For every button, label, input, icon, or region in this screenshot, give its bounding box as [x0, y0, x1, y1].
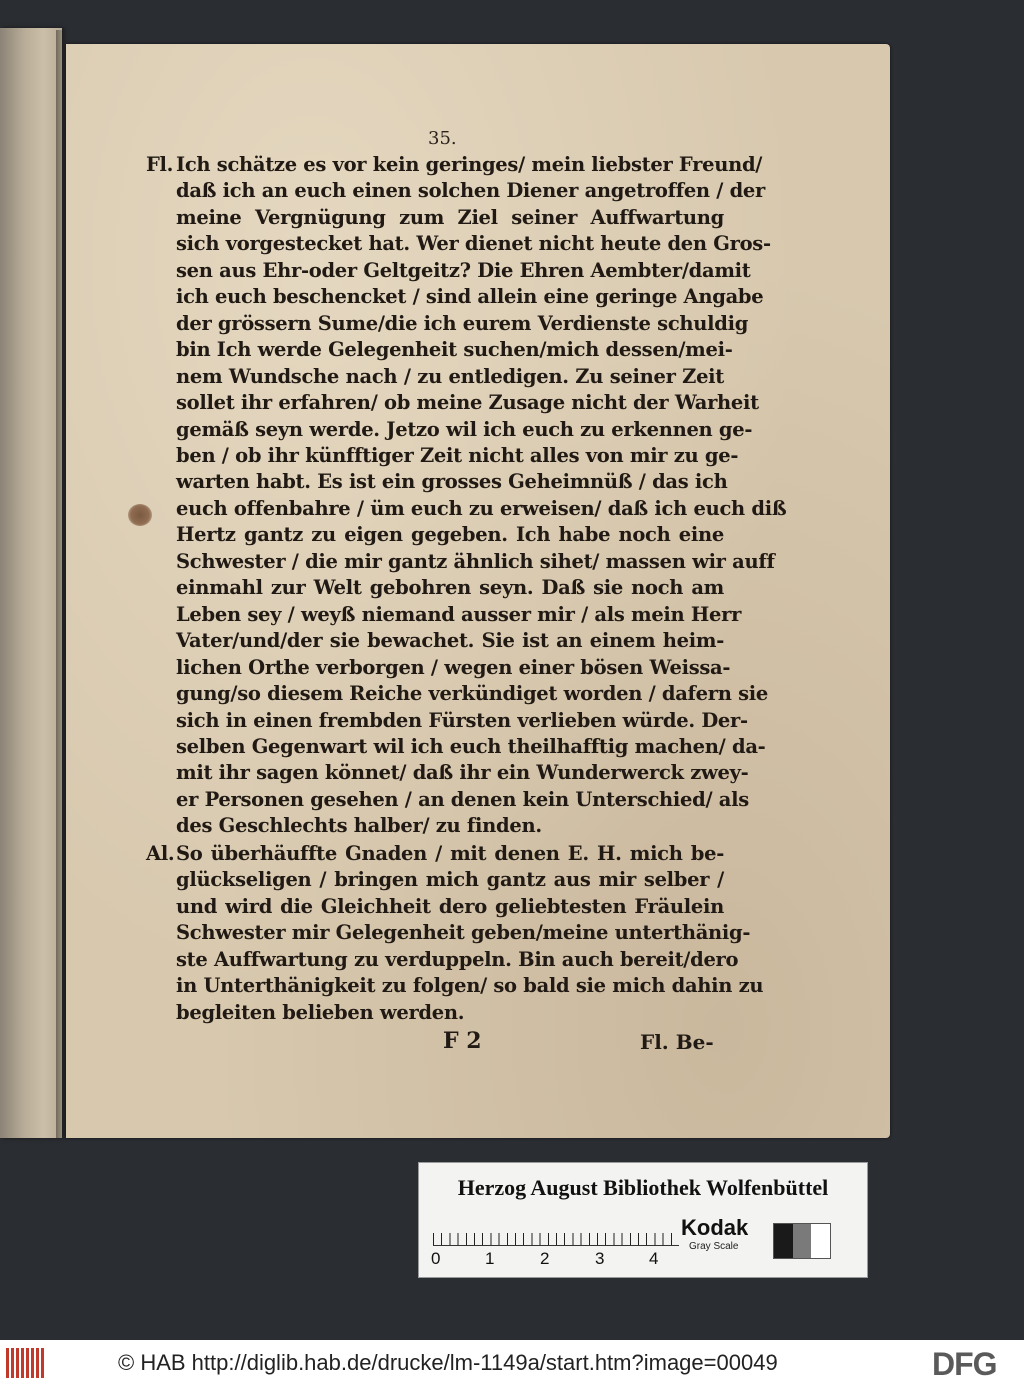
text-line: ich euch beschencket / sind allein eine geringe Angabe — [176, 285, 764, 309]
ruler-number: 0 — [431, 1249, 441, 1268]
speaker-label: Fl. — [146, 153, 174, 176]
speech-al — [146, 841, 764, 1026]
kodak-subtitle: Gray Scale — [689, 1241, 739, 1252]
text-line: begleiten belieben werden. — [176, 1000, 465, 1024]
text-line: mit ihr sagen könnet/ daß ihr ein Wunderwerck zwey- — [176, 761, 749, 785]
ruler-number: 4 — [649, 1249, 659, 1268]
text-line: nem Wundsche nach / zu entledigen. Zu seiner Zeit — [176, 364, 724, 388]
text-line: des Geschlechts halber/ zu finden. — [176, 814, 542, 838]
text-line: daß ich an euch einen solchen Diener angetroffen / der — [176, 179, 766, 203]
text-line: ste Auffwartung zu verduppeln. Bin auch bereit/dero — [176, 947, 739, 971]
library-name: Herzog August Bibliothek Wolfenbüttel — [457, 1175, 829, 1200]
text-line: ben / ob ihr künfftiger Zeit nicht alles von mir zu ge- — [176, 443, 739, 467]
text-line: Hertz gantz zu eigen gegeben. Ich habe noch eine — [176, 523, 724, 547]
ruler-number: 1 — [485, 1249, 495, 1268]
text-line: euch offenbahre / üm euch zu erweisen/ daß ich euch diß — [176, 496, 787, 520]
text-line: der grössern Sume/die ich eurem Verdienste schuldig — [176, 311, 749, 335]
text-line: Schwester / die mir gantz ähnlich sihet/ massen wir auff — [176, 549, 775, 573]
library-color-label — [418, 1162, 868, 1278]
text-line: Ich schätze es vor kein geringes/ mein liebster Freund/ — [176, 153, 763, 176]
signature-mark: F 2 — [443, 1028, 482, 1054]
text-line: So überhäuffte Gnaden / mit denen E. H. mich be- — [176, 841, 724, 865]
page-number: 35. — [428, 128, 457, 149]
gray-patch-dark — [774, 1224, 793, 1258]
gray-patch-light — [811, 1224, 830, 1258]
measurement-ruler — [433, 1213, 679, 1246]
previous-page-edge — [0, 28, 62, 1138]
text-line: gung/so diesem Reiche verkündiget worden / dafern sie — [176, 682, 768, 706]
text-line: sen aus Ehr-oder Geltgeitz? Die Ehren Aembter/damit — [176, 258, 751, 282]
ruler-number: 2 — [540, 1249, 550, 1268]
text-line: in Unterthänigkeit zu folgen/ so bald sie mich dahin zu — [176, 974, 764, 998]
text-line: sich vorgestecket hat. Wer dienet nicht heute den Gros- — [176, 232, 771, 256]
footer-bar — [0, 1340, 1024, 1386]
dfg-logo: DFG — [932, 1346, 997, 1382]
text-line: meine Vergnügung zum Ziel seiner Auffwartung — [176, 205, 724, 229]
text-line: sich in einen frembden Fürsten verlieben würde. Der- — [176, 708, 748, 732]
speech-fl — [146, 152, 787, 840]
page-gutter-shadow — [56, 30, 66, 1138]
gray-scale-patches — [773, 1223, 831, 1259]
text-line: bin Ich werde Gelegenheit suchen/mich dessen/mei- — [176, 338, 733, 362]
text-line: gemäß seyn werde. Jetzo wil ich euch zu erkennen ge- — [176, 417, 753, 441]
text-line: er Personen gesehen / an denen kein Unterschied/ als — [176, 787, 749, 811]
text-line: lichen Orthe verborgen / wegen einer bösen Weissa- — [176, 655, 731, 679]
text-line: Vater/und/der sie bewachet. Sie ist an einem heim- — [176, 629, 724, 653]
text-line: und wird die Gleichheit dero geliebtesten Fräulein — [176, 894, 724, 918]
text-line: einmahl zur Welt gebohren seyn. Daß sie noch am — [176, 576, 724, 600]
text-line: selben Gegenwart wil ich euch theilhafftig machen/ da- — [176, 734, 766, 758]
text-line: glückseligen / bringen mich gantz aus mir selber / — [176, 868, 724, 892]
hab-logo-icon — [6, 1348, 46, 1378]
catchword: Fl. Be- — [640, 1030, 714, 1054]
text-line: Schwester mir Gelegenheit geben/meine unterthänig- — [176, 921, 751, 945]
text-line: Leben sey / weyß niemand ausser mir / als mein Herr — [176, 602, 742, 626]
page-text — [146, 152, 787, 1026]
gray-patch-mid — [793, 1224, 812, 1258]
copyright-url[interactable]: © HAB http://diglib.hab.de/drucke/lm-1149a/start.htm?image=00049 — [118, 1350, 778, 1375]
text-line: warten habt. Es ist ein grosses Geheimnüß / das ich — [176, 470, 728, 494]
kodak-logo: Kodak — [681, 1215, 749, 1240]
text-line: sollet ihr erfahren/ ob meine Zusage nicht der Warheit — [176, 391, 759, 415]
speaker-label: Al. — [146, 841, 175, 865]
ruler-number: 3 — [595, 1249, 605, 1268]
